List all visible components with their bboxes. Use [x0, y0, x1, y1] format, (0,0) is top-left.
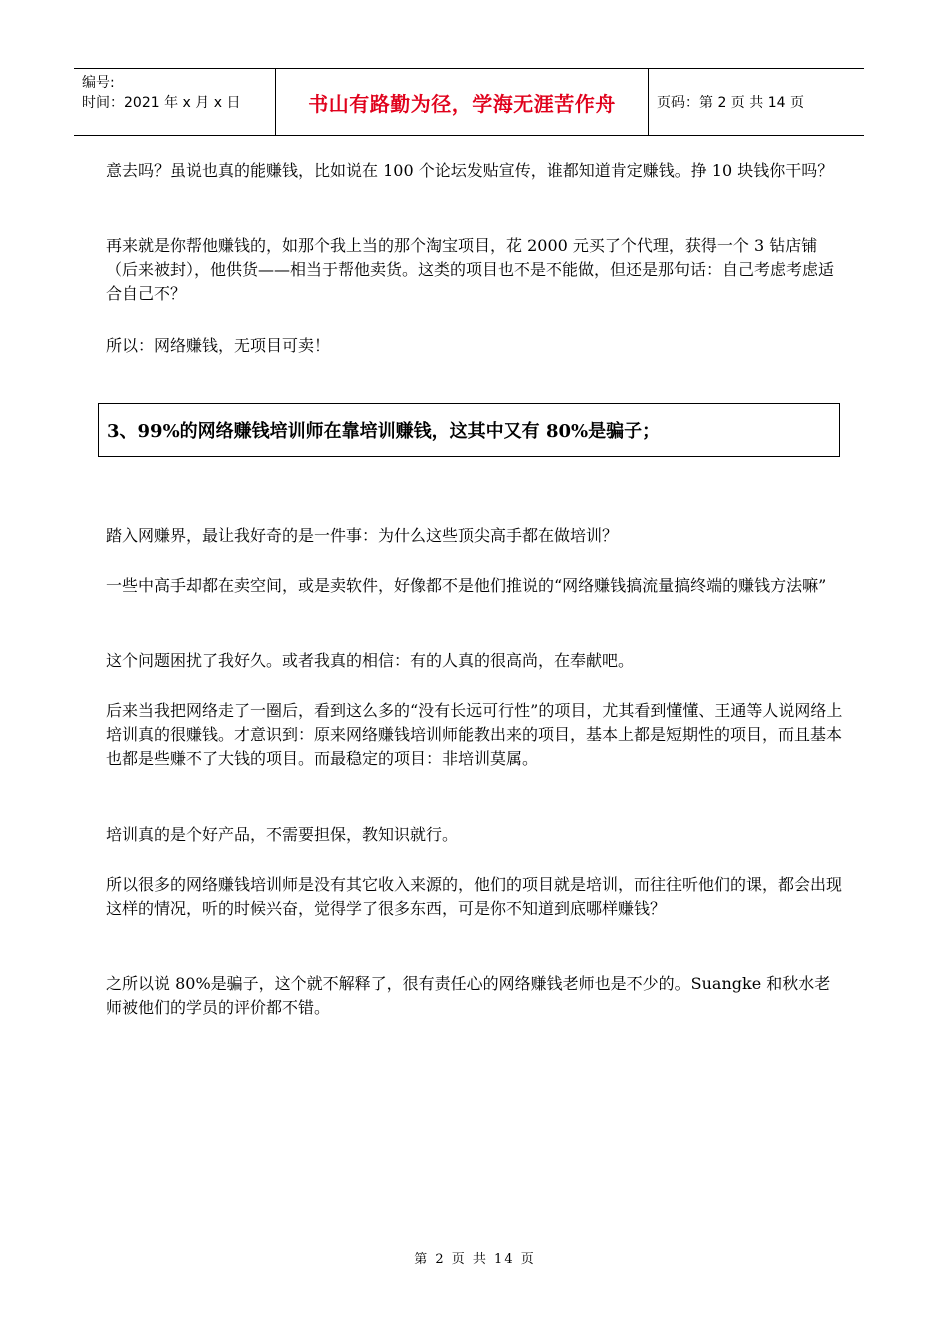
paragraph: 所以：网络赚钱，无项目可卖！: [106, 336, 331, 355]
header-info: [74, 69, 276, 135]
paragraph: 后来当我把网络走了一圈后，看到这么多的“没有长远可行性”的项目，尤其看到懂懂、王通等人说网络上培训真的很赚钱。才意识到：原来网络赚钱培训师能教出来的项目，基本上都是短期性的项目，而且基本也都是些赚不了大钱的项目。而最稳定的项目：非培训莫属。: [106, 701, 843, 768]
header-motto-cell: [276, 69, 649, 135]
paragraph: 踏入网赚界，最让我好奇的是一件事：为什么这些顶尖高手都在做培训？: [106, 526, 619, 545]
header-page-cell: [649, 69, 864, 135]
paragraph: 意去吗？虽说也真的能赚钱，比如说在 100 个论坛发贴宣传，谁都知道肯定赚钱。挣 10 块钱你干吗？: [106, 161, 834, 180]
header-motto: 书山有路勤为径，学海无涯苦作舟: [308, 91, 616, 116]
paragraph: 之所以说 80%是骗子，这个就不解释了，很有责任心的网络赚钱老师也是不少的。Suangke 和秋水老师被他们的学员的评价都不错。: [106, 974, 831, 1017]
paragraph: 这个问题困扰了我好久。或者我真的相信：有的人真的很高尚，在奉献吧。: [106, 651, 635, 670]
header-page-label: 页码：第 2 页 共 14 页: [657, 95, 804, 111]
paragraph: 再来就是你帮他赚钱的，如那个我上当的那个淘宝项目，花 2000 元买了个代理，获得一个 3 钻店铺（后来被封），他供货——相当于帮他卖货。这类的项目也不是不能做，但还是那句话：自己考虑考虑适合自己不？: [106, 236, 835, 303]
paragraph: 所以很多的网络赚钱培训师是没有其它收入来源的，他们的项目就是培训，而往往听他们的课，都会出现这样的情况，听的时候兴奋，觉得学了很多东西，可是你不知道到底哪样赚钱？: [106, 875, 843, 918]
paragraph: 一些中高手却都在卖空间，或是卖软件，好像都不是他们推说的“网络赚钱搞流量搞终端的赚钱方法嘛”: [106, 576, 827, 595]
page-footer: 第 2 页 共 14 页: [414, 1252, 536, 1267]
section-heading: 3、99%的网络赚钱培训师在靠培训赚钱，这其中又有 80%是骗子；: [107, 421, 661, 442]
section-heading-box: [98, 403, 840, 457]
header-number-label: 编号:: [82, 75, 115, 91]
header-time-label: 时间：2021 年 x 月 x 日: [82, 95, 241, 111]
page-header: [74, 68, 864, 136]
paragraph: 培训真的是个好产品，不需要担保，教知识就行。: [106, 825, 459, 844]
